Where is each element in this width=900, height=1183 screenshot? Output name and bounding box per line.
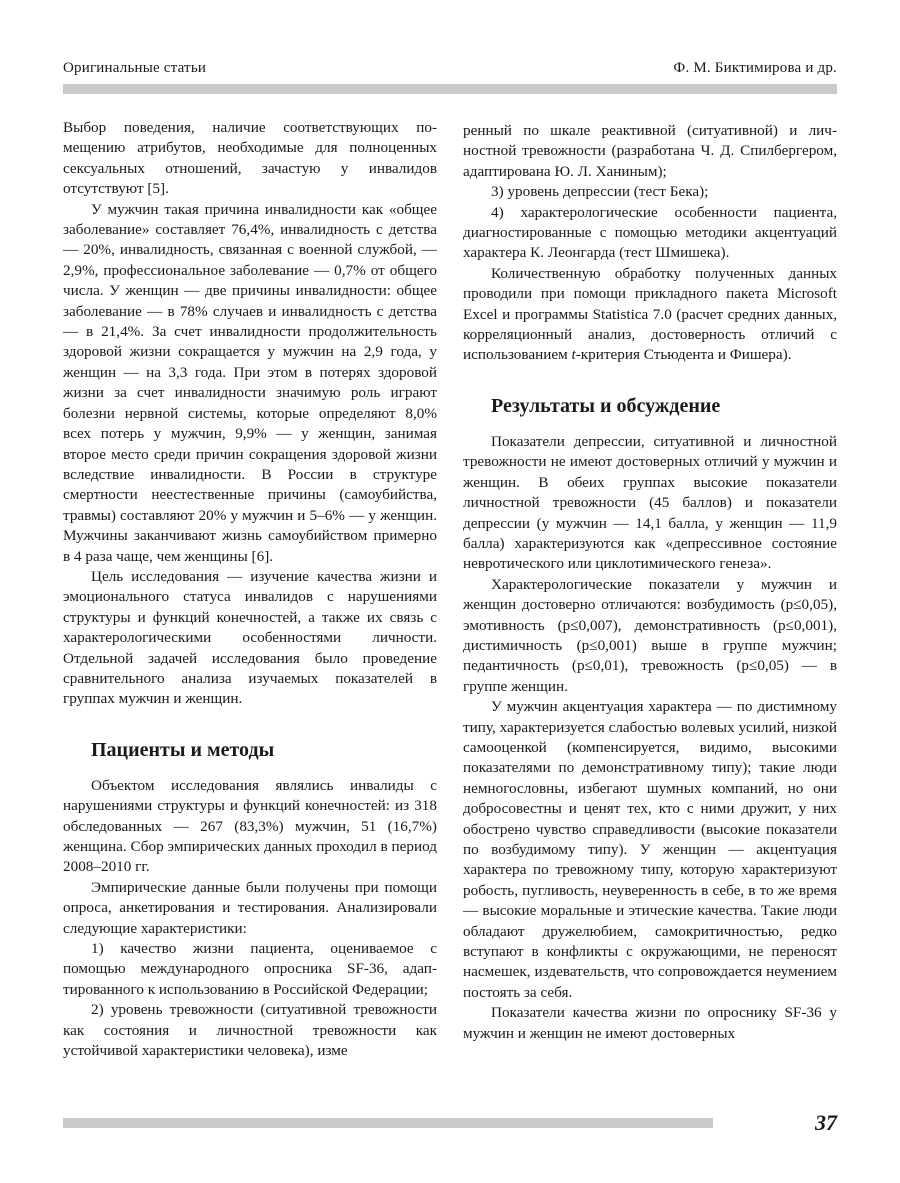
right-column <box>463 121 837 1044</box>
paragraph: Показатели качества жизни по опроснику SF-36 у мужчин и женщин не имеют достоверных <box>463 1004 837 1042</box>
section-heading-results: Результаты и обсуждение <box>491 394 721 417</box>
italic-t: t <box>571 346 576 364</box>
paragraph: 2) уровень тревожности (ситуативной тревожности как состояния и личностной тревожности как устойчивой характеристики человека), изме <box>63 1001 437 1060</box>
paragraph: Характерологические показатели у мужчин и женщин достоверно отличаются: возбудимость (p≤0,05), эмотивность (p≤0,007), демонстративность (p≤0,001), дистимичность (p≤0,001) выше в группе мужчин; педантичность (p≤0,01), тревожность (p≤0,05) — в группе женщин. <box>463 575 837 695</box>
paragraph: 3) уровень депрессии (тест Бека); <box>491 183 709 201</box>
running-header <box>63 60 837 82</box>
paragraph: Эмпирические данные были получены при помощи опроса, анкетирования и тестирования. Анализировали следующие характеристики: <box>63 878 437 937</box>
paragraph <box>463 264 837 366</box>
paragraph: У мужчин акцентуация характера — по дистимному типу, характеризуется слабостью волевых усилий, низкой самооценкой (компенсируется, видимо, высокими показателями по демонстративному типу); такие люди немногословны, избегают шумных компаний, но они добросовестны и ценят тех, кто с ними дружит, у них обострено чувство справедливости (высокие показатели по возбудимому типу). У женщин — акцентуация характера по тревожному типу, которую характеризуют робость, пугливость, неуверенность в себе, в то же время — высокие моральные и этические качества. Такие люди обладают дружелюбием, самокритичностью, редко вступают в конфликты с окружающими, не переносят насмешек, издевательств, что сопровождается неумением постоять за себя. <box>463 698 837 1001</box>
paragraph: У мужчин такая причина инвалидности как «общее заболевание» составляет 76,4%, инвалидность с детства — 20%, инвалидность, связанная с военной службой, — 2,9%, профессиональное заболевание — 0,7% от общего числа. У женщин — две причины инвалидности: общее заболевание — в 78% случаев и инвалидность с детства — в 21,4%. За счет инвалидности продолжительность здоровой жизни сокращается у мужчин на 2,9 года, у женщин — на 3,3 года. При этом в потерях здоровой жизни за счет инвалидности значимую роль играют болезни нервной системы, которые определяют 8,0% всех потерь у мужчин, 9,9% — у женщин, занимая второе место среди причин сокращения здоровой жизни вследствие инвалидности. В России в структуре смертности неестественные причины (самоубийства, травмы) составляют 20% у мужчин и 5–6% — у женщин. Мужчины заканчивают жизнь самоубийством примерно в 4 раза чаще, чем женщины [6]. <box>63 200 437 565</box>
header-rule <box>63 84 837 94</box>
left-column <box>63 118 437 1061</box>
text-run: -критерия Стьюдента и Фишера). <box>575 346 792 364</box>
paragraph: Цель исследования — изучение качества жизни и эмоционального статуса инвалидов с нарушениями структуры и функций конечностей, а также их связь с характерологическими особенностями личности. Отдельной задачей исследования было проведение сравнительного анализа изучаемых показателей в группах мужчин и женщин. <box>63 567 437 708</box>
section-title: Оригинальные статьи <box>63 60 207 76</box>
paragraph: Выбор поведения, наличие соответствующих помещению атрибутов, необходимые для полноценных сексуальных отношений, зачастую у инвалидов отсутствуют [5]. <box>63 119 437 198</box>
paragraph: 4) характерологические особенности пациента, диагностированные с помощью методики акцентуаций характера К. Леонгарда (тест Шмишека). <box>463 203 837 262</box>
paragraph: Показатели депрессии, ситуативной и личностной тревожности не имеют достоверных отличий у мужчин и женщин. В обеих группах высокие показатели личностной тревожности (45 баллов) и показатели депрессии (у мужчин — 14,1 балла, у женщин — 11,9 балла) характеризуются как «депрессивное состояние невротического или циклотимического генеза». <box>463 432 837 573</box>
paragraph: 1) качество жизни пациента, оцениваемое с помощью международного опросника SF-36, адаптированного к использованию в Российской Федерации; <box>63 940 437 998</box>
page-number: 37 <box>815 1110 837 1135</box>
paragraph: ренный по шкале реактивной (ситуативной) и личностной тревожности (разработана Ч. Д. Спилбергером, адаптирована Ю. Л. Ханиным); <box>463 122 837 180</box>
footer-rule <box>63 1118 713 1128</box>
text-run: Количественную обработку полученных данных проводили при помощи прикладного пакета Microsoft Excel и программы Statistica 7.0 (расчет средних данных, корреляционный анализ, достоверность отличий с использованием <box>463 264 837 364</box>
section-heading-methods: Пациенты и методы <box>91 738 275 761</box>
paragraph: Объектом исследования являлись инвалиды с нарушениями структуры и функций конечностей: из 318 обследованных — 267 (83,3%) мужчин, 51 (16,7%) женщина. Сбор эмпирических данных проходил в период 2008–2010 гг. <box>63 776 437 876</box>
authors-line: Ф. М. Биктимирова и др. <box>673 60 837 76</box>
